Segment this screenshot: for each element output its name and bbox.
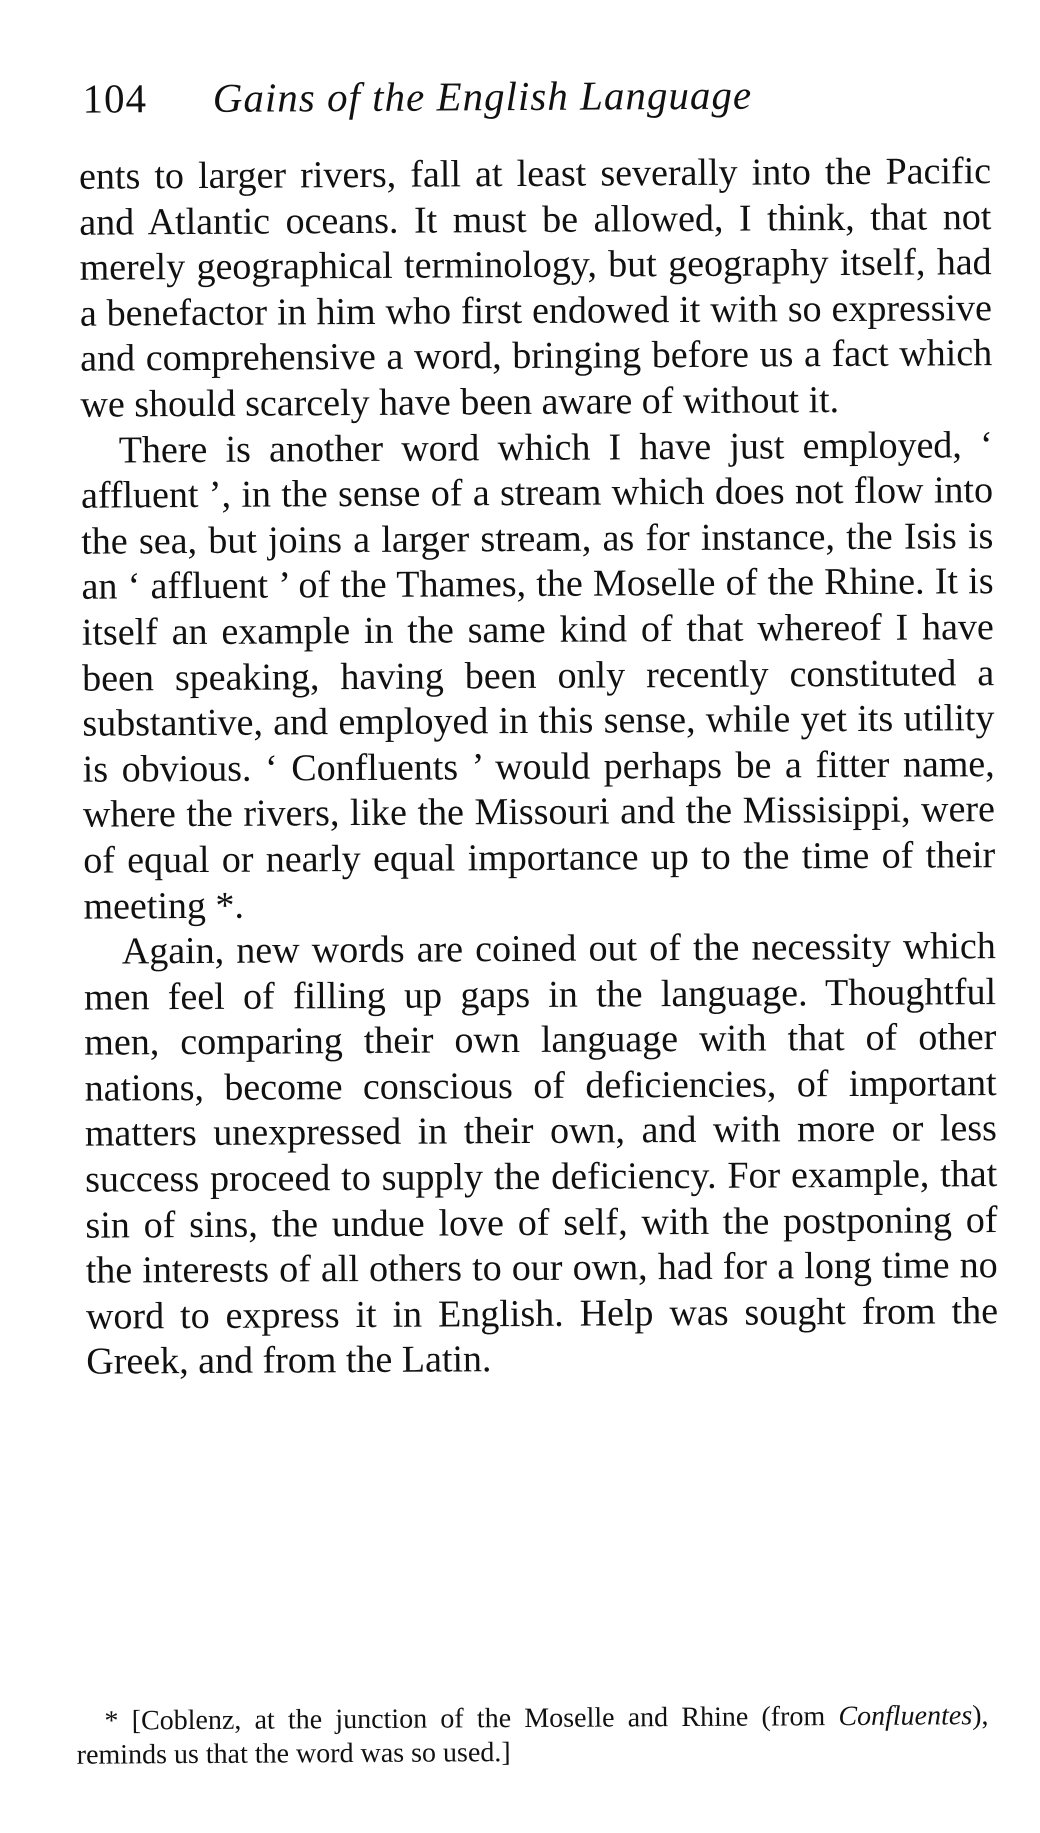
footnote-text-before: * [Coblenz, at the junction of the Moselle and Rhine (from (104, 1701, 839, 1737)
paragraph-new-words: Again, new words are coined out of the necessity which men feel of filling up gaps in the language. Thoughtful men, comparing their own language with that of other nations, become conscious of deficiencies, of important matters unexpressed in their own, and with more or less success proceed to supply the deficiency. For example, that sin of sins, the undue love of self, with the postponing of the interests of all others to our own, had for a long time no word to express it in English. Help was sought from the Greek, and from the Latin. (83, 925, 999, 1384)
running-head (82, 63, 962, 128)
footnote-text-after: ), reminds us that the word was so used.] (76, 1700, 989, 1771)
body-text (79, 149, 999, 1386)
paragraph-continuation: ents to larger rivers, fall at least severally into the Pacific and Atlantic oceans. It must be allowed, I think, that not merely geographical terminology, but geography itself, had a benefactor in him who first endowed it with so expressive and comprehensive a word, bringing before us a fact which we should scarcely have been aware of without it. (78, 150, 993, 426)
footnote (76, 1699, 988, 1773)
page-number: 104 (82, 75, 148, 122)
footnote-italic-term: Confluentes (838, 1700, 973, 1733)
paragraph-affluent: There is another word which I have just employed, ‘ affluent ’, in the sense of a stream which does not flow into the sea, but joins a larger stream, as for instance, the Isis is an ‘ affluent ’ of the Thames, the Moselle of the Rhine. It is itself an example in the same kind of that whereof I have been speaking, having been only recently constituted a substantive, and employed in this sense, while yet its utility is obvious. ‘ Confluents ’ would perhaps be a fitter name, where the rivers, like the Missouri and the Missisippi, were of equal or nearly equal importance up to the time of their meeting *. (80, 423, 996, 928)
running-title: Gains of the English Language (212, 71, 753, 121)
